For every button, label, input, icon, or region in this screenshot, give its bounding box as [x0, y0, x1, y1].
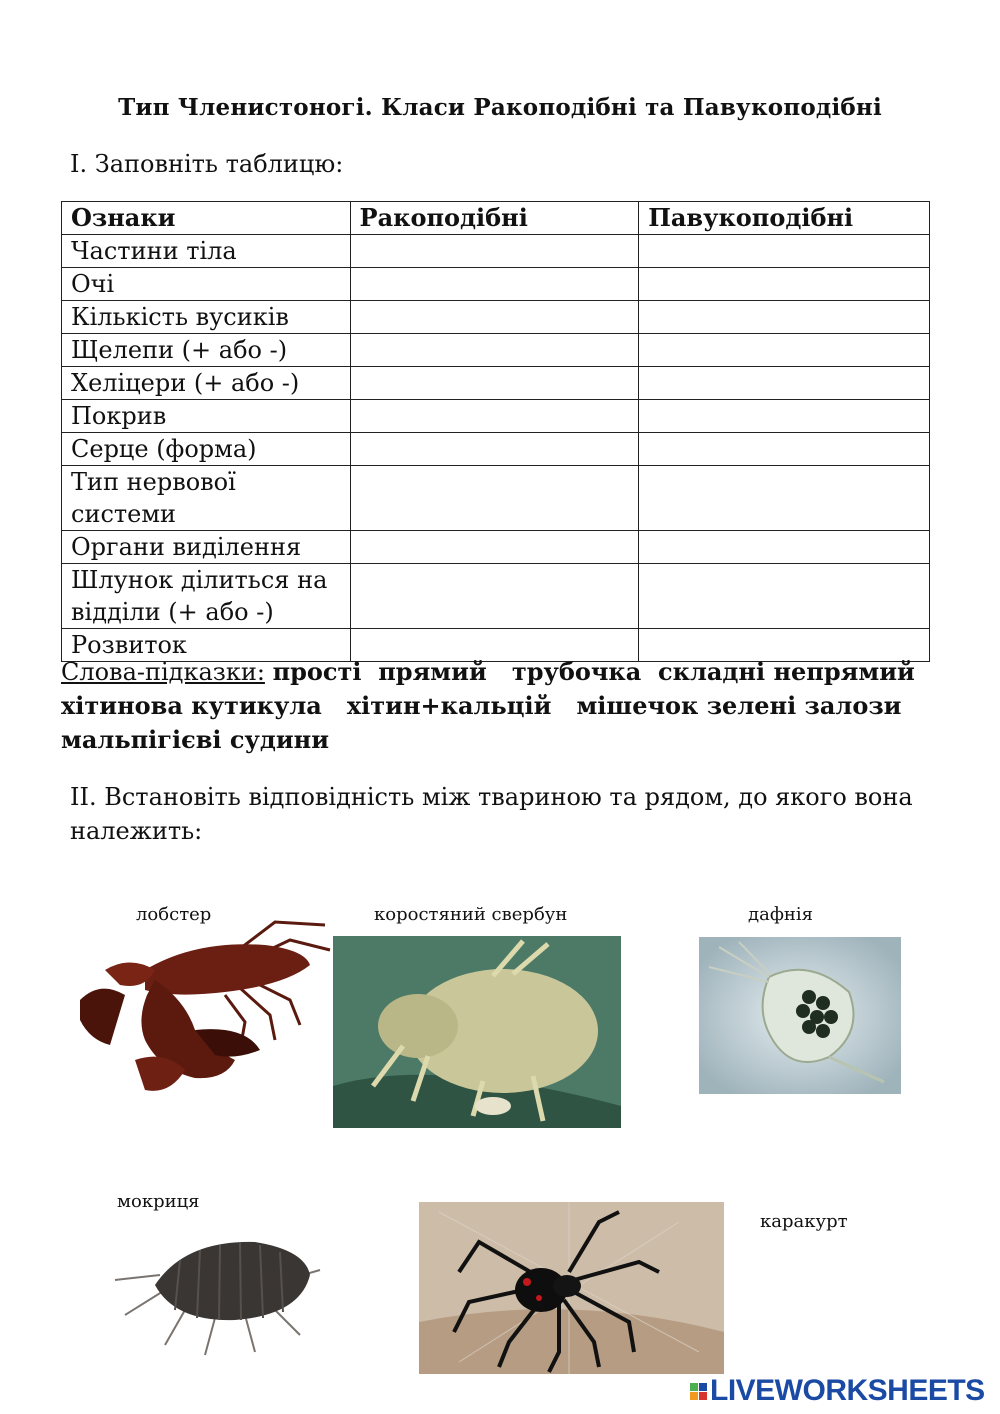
- caption-woodlouse: мокриця: [117, 1191, 200, 1212]
- caption-mite: коростяний свербун: [374, 904, 568, 925]
- answer-cell[interactable]: [639, 433, 930, 466]
- liveworksheets-logo: [690, 1374, 985, 1408]
- traits-table: [61, 201, 930, 662]
- column-header: Ознаки: [62, 202, 351, 235]
- table-row: [62, 235, 930, 268]
- answer-cell[interactable]: [639, 301, 930, 334]
- column-header: Павукоподібні: [639, 202, 930, 235]
- trait-label: Органи виділення: [62, 531, 351, 564]
- answer-cell[interactable]: [639, 400, 930, 433]
- hint-words: [61, 655, 961, 757]
- trait-label: Шлунок ділиться на відділи (+ або -): [62, 564, 351, 629]
- answer-cell[interactable]: [350, 268, 639, 301]
- answer-cell[interactable]: [350, 367, 639, 400]
- trait-label: Тип нервової системи: [62, 466, 351, 531]
- trait-label: Розвиток: [62, 629, 351, 662]
- lobster-image[interactable]: [75, 910, 333, 1100]
- table-row: [62, 400, 930, 433]
- mite-image[interactable]: [333, 936, 621, 1128]
- answer-cell[interactable]: [639, 564, 930, 629]
- trait-label: Частини тіла: [62, 235, 351, 268]
- answer-cell[interactable]: [639, 235, 930, 268]
- caption-karakurt: каракурт: [760, 1211, 848, 1232]
- logo-mark-icon: [690, 1383, 707, 1400]
- trait-label: Очі: [62, 268, 351, 301]
- answer-cell[interactable]: [639, 268, 930, 301]
- table-row: [62, 334, 930, 367]
- table-row: [62, 433, 930, 466]
- hint-label: Слова-підказки:: [61, 658, 265, 686]
- answer-cell[interactable]: [639, 531, 930, 564]
- table-header-row: [62, 202, 930, 235]
- trait-label: Покрив: [62, 400, 351, 433]
- answer-cell[interactable]: [350, 564, 639, 629]
- task-2-heading: ІІ. Встановіть відповідність між твариною та рядом, до якого вона належить:: [70, 783, 913, 845]
- woodlouse-image[interactable]: [105, 1220, 323, 1360]
- answer-cell[interactable]: [639, 466, 930, 531]
- daphnia-image[interactable]: [699, 937, 901, 1094]
- answer-cell[interactable]: [350, 466, 639, 531]
- trait-label: Кількість вусиків: [62, 301, 351, 334]
- table-row: [62, 564, 930, 629]
- trait-label: Серце (форма): [62, 433, 351, 466]
- table-row: [62, 268, 930, 301]
- trait-label: Хеліцери (+ або -): [62, 367, 351, 400]
- caption-daphnia: дафнія: [748, 904, 814, 925]
- logo-text: LIVEWORKSHEETS: [710, 1374, 985, 1407]
- caption-lobster: лобстер: [136, 904, 212, 925]
- table-row: [62, 301, 930, 334]
- worksheet-title: Тип Членистоногі. Класи Ракоподібні та Павукоподібні: [118, 94, 882, 121]
- hint-words-list: прості прямий трубочка складні непрямий хітинова кутикула хітин+кальцій мішечок зелені залози мальпігієві судини: [61, 657, 944, 754]
- answer-cell[interactable]: [639, 367, 930, 400]
- trait-label: Щелепи (+ або -): [62, 334, 351, 367]
- answer-cell[interactable]: [350, 433, 639, 466]
- answer-cell[interactable]: [350, 531, 639, 564]
- task-1-heading: І. Заповніть таблицю:: [70, 150, 344, 178]
- column-header: Ракоподібні: [350, 202, 639, 235]
- answer-cell[interactable]: [350, 301, 639, 334]
- table-row: [62, 367, 930, 400]
- answer-cell[interactable]: [350, 334, 639, 367]
- answer-cell[interactable]: [350, 400, 639, 433]
- table-row: [62, 466, 930, 531]
- answer-cell[interactable]: [350, 235, 639, 268]
- karakurt-image[interactable]: [419, 1202, 724, 1374]
- table-row: [62, 531, 930, 564]
- answer-cell[interactable]: [639, 334, 930, 367]
